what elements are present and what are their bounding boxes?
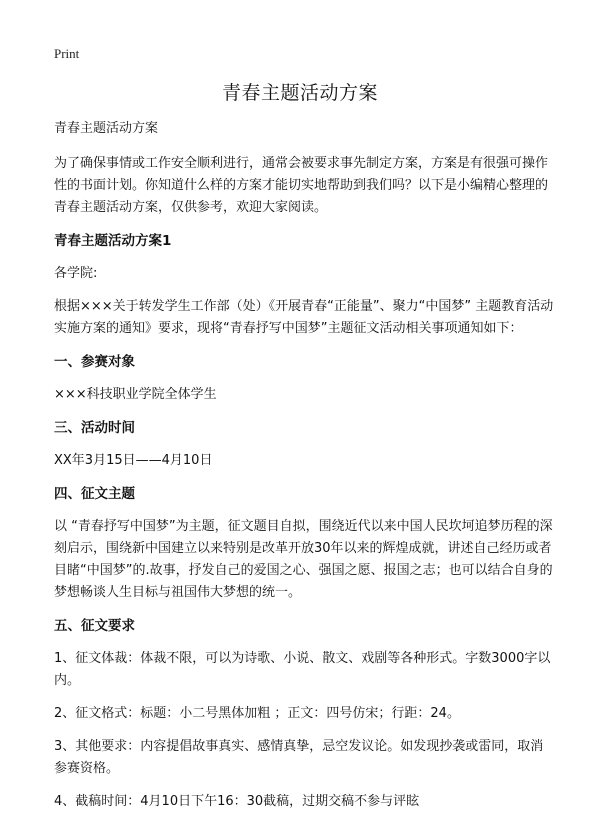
requirements-heading: 五、征文要求 [54, 618, 135, 634]
requirement-item: 3、其他要求：内容提倡故事真实、感情真挚，忌空发议论。如发现抄袭或雷同，取消参赛资格。 [54, 739, 544, 776]
salutation: 各学院: [54, 266, 98, 281]
intro-paragraph: 为了确保事情或工作安全顺利进行，通常会被要求事先制定方案，方案是有很强可操作性的书面计划。你知道什么样的方案才能切实地帮助到我们吗？以下是小编精心整理的青春主题活动方案，仅供参考，欢迎大家阅读。 [54, 156, 549, 215]
participants-text: ×××科技职业学院全体学生 [54, 387, 217, 402]
theme-text: 以 “青春抒写中国梦”为主题，征文题目自拟，围绕近代以来中国人民坎坷追梦历程的深刻启示，围绕新中国建立以来特别是改革开放30年以来的辉煌成就，讲述自己经历或者目睹“中国梦”的.故事，抒发自己的爱国之心、强国之愿、报国之志；也可以结合自身的梦想畅谈人生目标与祖国伟大梦想的统一。 [54, 519, 553, 600]
notice-paragraph: 根据×××关于转发学生工作部（处）《开展青春“正能量”、聚力“中国梦” 主题教育活动实施方案的通知》要求，现将“青春抒写中国梦”主题征文活动相关事项通知如下： [54, 299, 554, 336]
time-heading: 三、活动时间 [54, 420, 135, 436]
time-text: XX年3月15日——4月10日 [54, 453, 213, 468]
print-link[interactable]: Print [54, 46, 80, 61]
requirement-item: 1、征文体裁：体裁不限，可以为诗歌、小说、散文、戏剧等各种形式。字数3000字以内。 [54, 651, 551, 688]
requirement-item: 4、截稿时间：4月10日下午16：30截稿，过期交稿不参与评眩 [54, 794, 420, 809]
theme-heading: 四、征文主题 [54, 486, 135, 502]
section-title: 青春主题活动方案1 [54, 233, 172, 249]
page-title: 青春主题活动方案 [221, 82, 378, 104]
participants-heading: 一、参赛对象 [54, 354, 135, 370]
document-body [54, 118, 554, 824]
document-subtitle: 青春主题活动方案 [54, 121, 159, 136]
requirement-item: 2、征文格式：标题：小二号黑体加粗 ；正文：四号仿宋；行距：24。 [54, 706, 460, 721]
